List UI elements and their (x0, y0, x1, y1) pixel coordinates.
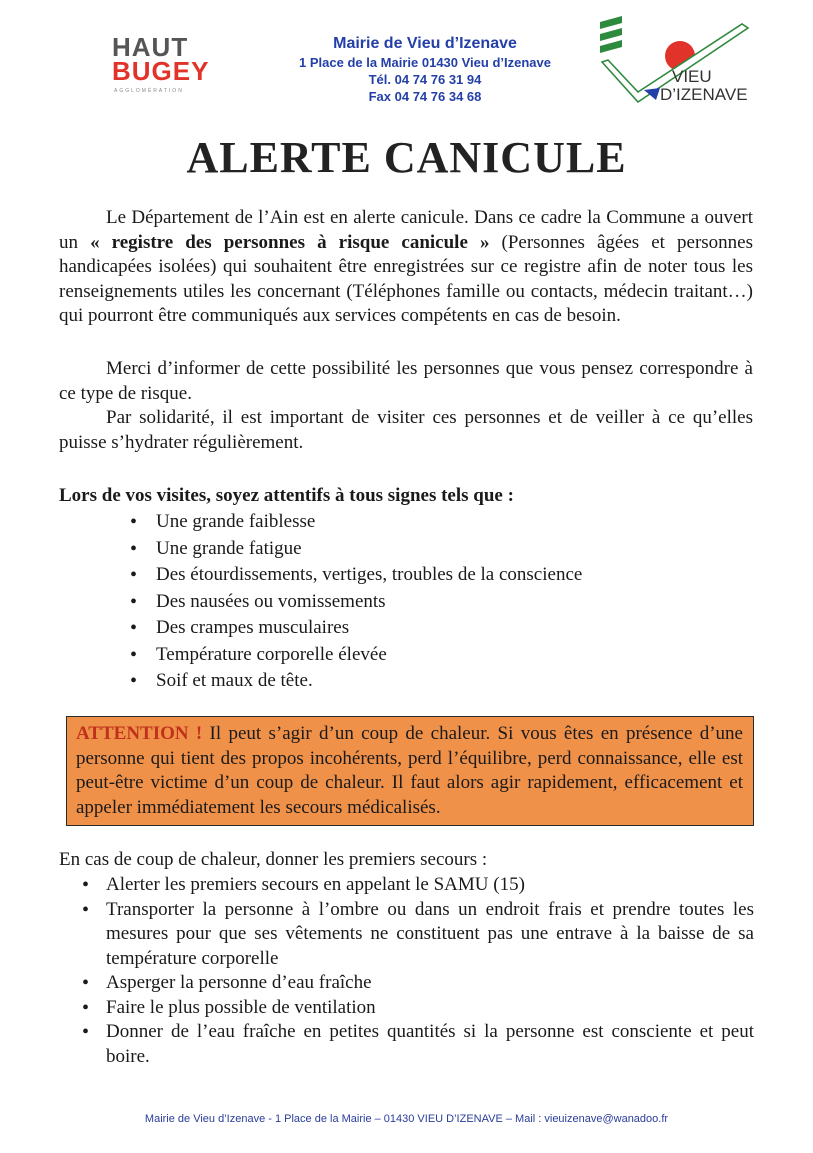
vieu-izenave-logo (598, 16, 758, 108)
intro-paragraph-1 (59, 206, 753, 329)
mairie-fax: Fax 04 74 76 34 68 (368, 89, 482, 104)
page-title: ALERTE CANICULE (186, 133, 627, 182)
intro-paragraph-2: Merci d’informer de cette possibilité les personnes que vous pensez correspondre à ce type de risque. (59, 358, 753, 404)
attention-box (66, 716, 754, 826)
list-item: • Donner de l’eau fraîche en petites quantités si la personne est consciente et peut boire. (82, 1020, 754, 1069)
list-item: • Des crampes musculaires (130, 616, 582, 643)
first-aid-list (82, 873, 754, 1069)
mairie-name: Mairie de Vieu d’Izenave (333, 35, 517, 52)
logo-left-sub: AGGLOMÉRATION (114, 88, 184, 94)
list-item: • Des nausées ou vomissements (130, 590, 582, 617)
logo-right-line1: VIEU (672, 67, 712, 86)
signs-heading: Lors de vos visites, soyez attentifs à tous signes tels que : (59, 485, 514, 506)
intro-p1-text-after: (Personnes âgées et personnes handicapées isolées) qui souhaitent être enregistrées sur ce registre afin de noter tous les renseignements utiles les concernant (Téléphones famille ou contacts, médecin traitant…) qui pourront être communiqués aux services compétents en cas de besoin. (59, 231, 753, 326)
attention-text: Il peut s’agir d’un coup de chaleur. Si vous êtes en présence d’une personne qui tient des propos incohérents, perd l’équilibre, perd connaissance, elle est peut-être victime d’un coup de chaleur. Il faut alors agir rapidement, efficacement et appeler immédiatement les secours médicalisés. (76, 723, 743, 818)
intro-paragraph-3: Par solidarité, il est important de visiter ces personnes et de veiller à ce qu’elles puisse s’hydrater régulièrement. (59, 407, 753, 453)
first-aid-intro: En cas de coup de chaleur, donner les premiers secours : (59, 849, 488, 870)
mairie-tel: Tél. 04 74 76 31 94 (368, 72, 482, 87)
haut-bugey-logo (112, 32, 210, 100)
list-item: • Une grande fatigue (130, 537, 582, 564)
page-footer: Mairie de Vieu d’Izenave - 1 Place de la Mairie – 01430 VIEU D’IZENAVE – Mail : vieuizenave@wanadoo.fr (144, 1113, 669, 1125)
attention-label: ATTENTION ! (76, 723, 203, 744)
list-item: • Une grande faiblesse (130, 510, 582, 537)
logo-right-line2: D’IZENAVE (660, 85, 748, 104)
mairie-contact-block (265, 34, 585, 105)
intro-p1-bold: « registre des personnes à risque canicule » (90, 231, 490, 253)
list-item: • Des étourdissements, vertiges, troubles de la conscience (130, 563, 582, 590)
logo-left-line1: HAUT (112, 32, 189, 62)
list-item: • Transporter la personne à l’ombre ou dans un endroit frais et prendre toutes les mesures pour que ses vêtements ne constituent pas une entrave à la baisse de sa température corporelle (82, 898, 754, 972)
list-item: • Asperger la personne d’eau fraîche (82, 971, 754, 996)
signs-list (130, 510, 582, 696)
list-item: • Alerter les premiers secours en appelant le SAMU (15) (82, 873, 754, 898)
list-item: • Faire le plus possible de ventilation (82, 996, 754, 1021)
mairie-address: 1 Place de la Mairie 01430 Vieu d’Izenave (299, 55, 551, 70)
intro-p1-text: Le Département de l’Ain est en alerte canicule. Dans ce cadre la Commune a ouvert un (59, 207, 753, 253)
list-item: • Soif et maux de tête. (130, 669, 582, 696)
list-item: • Température corporelle élevée (130, 643, 582, 670)
logo-left-line2: BUGEY (112, 56, 210, 86)
